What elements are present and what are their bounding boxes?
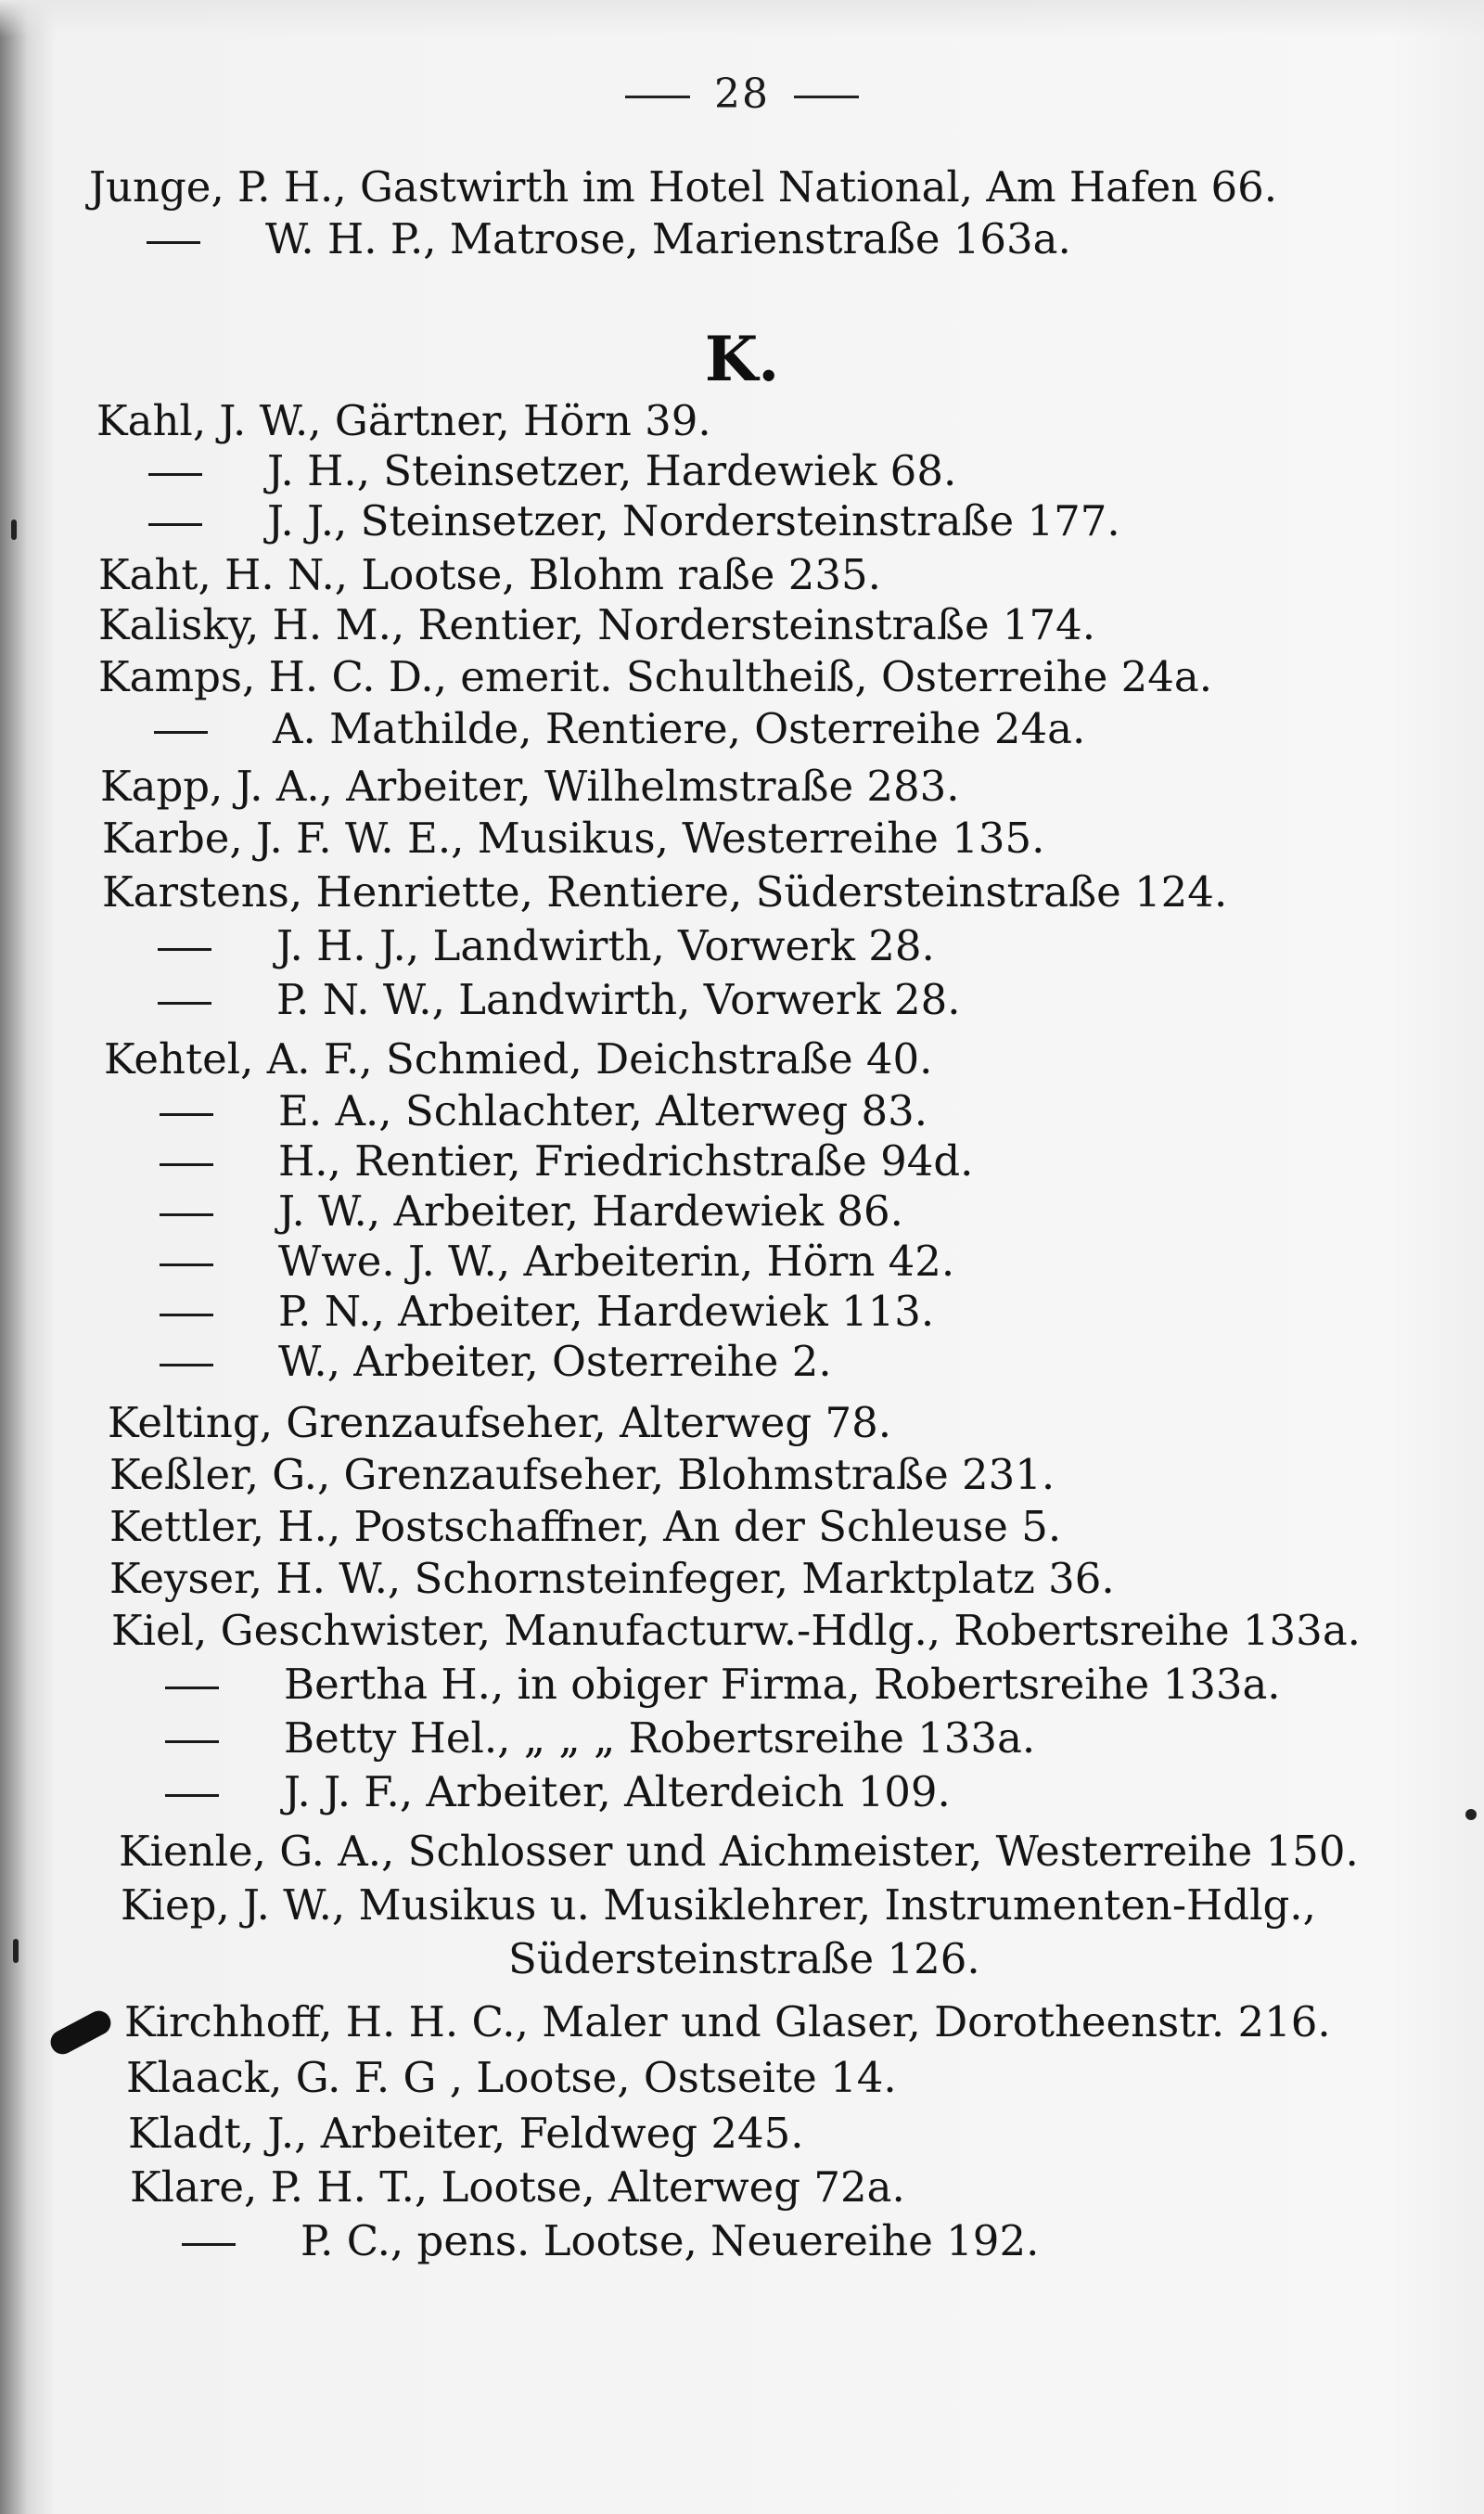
entry: Klaack, G. F. G , Lootse, Ostseite 14. [126, 2053, 897, 2102]
ditto-dash [160, 1163, 213, 1166]
entry: H., Rentier, Friedrichstraße 94d. [160, 1134, 973, 1189]
ditto-dash [160, 1113, 213, 1116]
ink-speck [1465, 1809, 1477, 1820]
entry: Keyser, H. W., Schornsteinfeger, Marktplatz 36. [109, 1554, 1115, 1603]
ditto-dash [165, 1794, 219, 1797]
ditto-dash [160, 1213, 213, 1216]
entry: Kladt, J., Arbeiter, Feldweg 245. [128, 2109, 804, 2158]
ditto-dash [158, 1002, 211, 1005]
entry: Kehtel, A. F., Schmied, Deichstraße 40. [104, 1034, 933, 1084]
entry: Karstens, Henriette, Rentiere, Südersteinstraße 124. [102, 867, 1228, 917]
entry: Kamps, H. C. D., emerit. Schultheiß, Osterreihe 24a. [98, 652, 1213, 701]
ditto-dash [165, 1740, 219, 1743]
ditto-dash [158, 948, 211, 951]
entry: Kahl, J. W., Gärtner, Hörn 39. [96, 396, 711, 445]
entry: W. H. P., Matrose, Marienstraße 163a. [147, 212, 1071, 267]
entry: P. N., Arbeiter, Hardewiek 113. [160, 1284, 934, 1340]
entry: Kiep, J. W., Musikus u. Musiklehrer, Instrumenten-Hdlg., [121, 1880, 1316, 1930]
ink-speck [13, 1939, 19, 1963]
entry: J. J., Steinsetzer, Nordersteinstraße 177. [148, 494, 1120, 549]
entry: Wwe. J. W., Arbeiterin, Hörn 42. [160, 1234, 954, 1289]
entry: Bertha H., in obiger Firma, Robertsreihe 133a. [165, 1657, 1281, 1712]
entry: Kirchhoff, H. H. C., Maler und Glaser, Dorotheenstr. 216. [124, 1997, 1331, 2046]
ditto-dash [160, 1364, 213, 1366]
entry: Junge, P. H., Gastwirth im Hotel National, Am Hafen 66. [89, 162, 1278, 212]
entry: J. J. F., Arbeiter, Alterdeich 109. [165, 1764, 951, 1820]
entry: J. W., Arbeiter, Hardewiek 86. [160, 1184, 903, 1239]
entry: Betty Hel., „ „ „ Robertsreihe 133a. [165, 1711, 1035, 1766]
ink-speck [11, 519, 17, 540]
entry: A. Mathilde, Rentiere, Osterreihe 24a. [154, 701, 1085, 757]
entry: W., Arbeiter, Osterreihe 2. [160, 1334, 832, 1390]
ditto-dash [148, 523, 202, 526]
entry: Kettler, H., Postschaffner, An der Schleuse 5. [109, 1502, 1062, 1551]
entry: Karbe, J. F. W. E., Musikus, Westerreihe 135. [102, 814, 1045, 863]
entry: Kalisky, H. M., Rentier, Nordersteinstraße 174. [98, 600, 1096, 649]
entry: Kelting, Grenzaufseher, Alterweg 78. [108, 1398, 892, 1447]
entry: Kiel, Geschwister, Manufacturw.-Hdlg., Robertsreihe 133a. [111, 1606, 1361, 1655]
ditto-dash [148, 473, 202, 476]
entry: Kaht, H. N., Lootse, Blohm raße 235. [98, 550, 881, 599]
entry: Klare, P. H. T., Lootse, Alterweg 72a. [130, 2162, 905, 2212]
entry: P. C., pens. Lootse, Neuereihe 192. [182, 2213, 1039, 2269]
entry: J. H., Steinsetzer, Hardewiek 68. [148, 443, 956, 499]
ditto-dash [147, 241, 200, 244]
ditto-dash [165, 1687, 219, 1689]
ditto-dash [160, 1263, 213, 1266]
entry: Keßler, G., Grenzaufseher, Blohmstraße 231. [109, 1450, 1055, 1499]
section-letter: K. [704, 323, 780, 395]
entry: Kapp, J. A., Arbeiter, Wilhelmstraße 283. [100, 762, 960, 811]
ditto-dash [154, 731, 208, 734]
ditto-dash [160, 1314, 213, 1316]
entry: E. A., Schlachter, Alterweg 83. [160, 1084, 928, 1139]
entry: P. N. W., Landwirth, Vorwerk 28. [158, 972, 961, 1028]
entry: Kienle, G. A., Schlosser und Aichmeister, Westerreihe 150. [119, 1827, 1359, 1876]
entry-continuation: Südersteinstraße 126. [508, 1934, 980, 1983]
ditto-dash [182, 2243, 236, 2246]
page-number: 28 [714, 71, 770, 118]
entry: J. H. J., Landwirth, Vorwerk 28. [158, 918, 935, 974]
